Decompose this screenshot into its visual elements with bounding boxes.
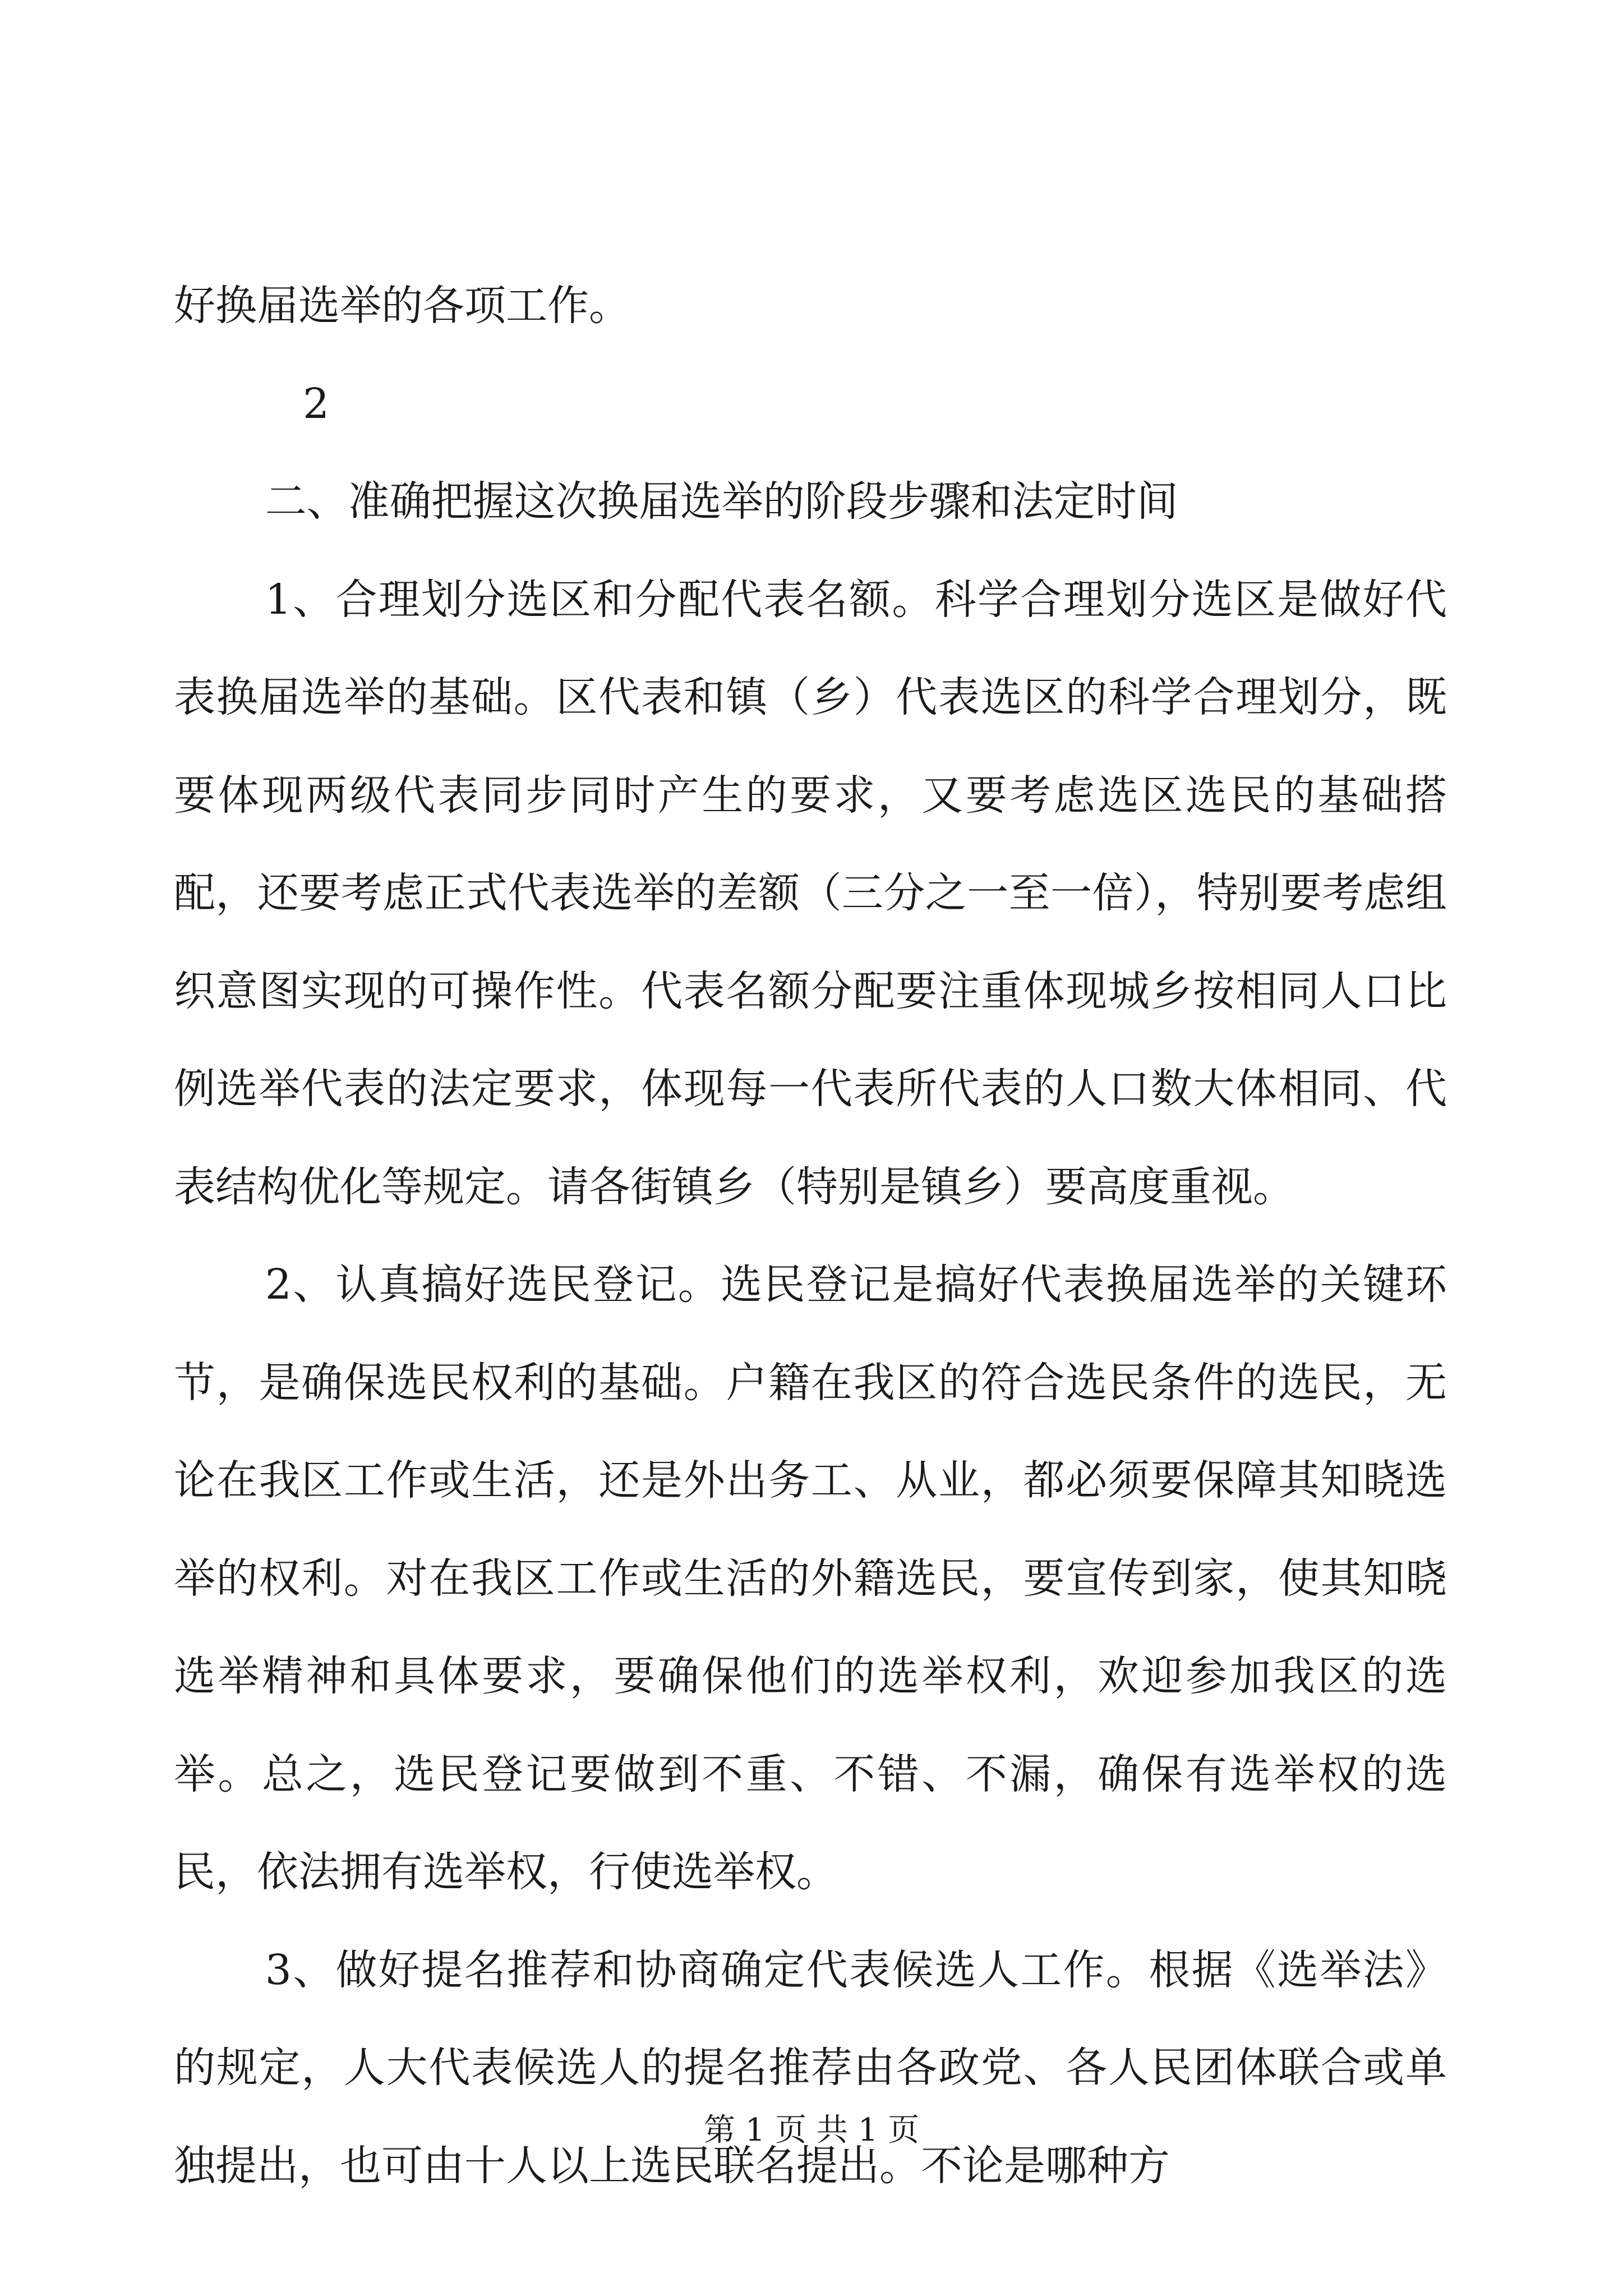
paragraph-continuation: 好换届选举的各项工作。 bbox=[174, 282, 630, 330]
paragraph-item-1: 1、合理划分选区和分配代表名额。科学合理划分选区是做好代表换届选举的基础。区代表和镇（乡）代表选区的科学合理划分，既要体现两级代表同步同时产生的要求，又要考虑选区选民的基础搭配，还要考虑正式代表选举的差额（三分之一至一倍），特别要考虑组织意图实现的可操作性。代表名额分配要注重体现城乡按相同人口比例选举代表的法定要求，体现每一代表所代表的人口数大体相同、代表结构优化等规定。请各街镇乡（特别是镇乡）要高度重视。 bbox=[174, 575, 1447, 1211]
paragraph-item-2: 2、认真搞好选民登记。选民登记是搞好代表换届选举的关键环节，是确保选民权利的基础。户籍在我区的符合选民条件的选民，无论在我区工作或生活，还是外出务工、从业，都必须要保障其知晓选举的权利。对在我区工作或生活的外籍选民，要宣传到家，使其知晓选举精神和具体要求，要确保他们的选举权利，欢迎参加我区的选举。总之，选民登记要做到不重、不错、不漏，确保有选举权的选民，依法拥有选举权，行使选举权。 bbox=[174, 1260, 1447, 1896]
page-footer: 第 1 页 共 1 页 bbox=[703, 2112, 920, 2148]
document-body bbox=[174, 257, 1447, 2215]
inline-page-number: 2 bbox=[303, 379, 330, 428]
paragraph-item-3: 3、做好提名推荐和协商确定代表候选人工作。根据《选举法》的规定，人大代表候选人的提名推荐由各政党、各人民团体联合或单独提出，也可由十人以上选民联名提出。不论是哪种方 bbox=[174, 1945, 1447, 2190]
section-heading: 二、准确把握这次换届选举的阶段步骤和法定时间 bbox=[265, 477, 1178, 526]
